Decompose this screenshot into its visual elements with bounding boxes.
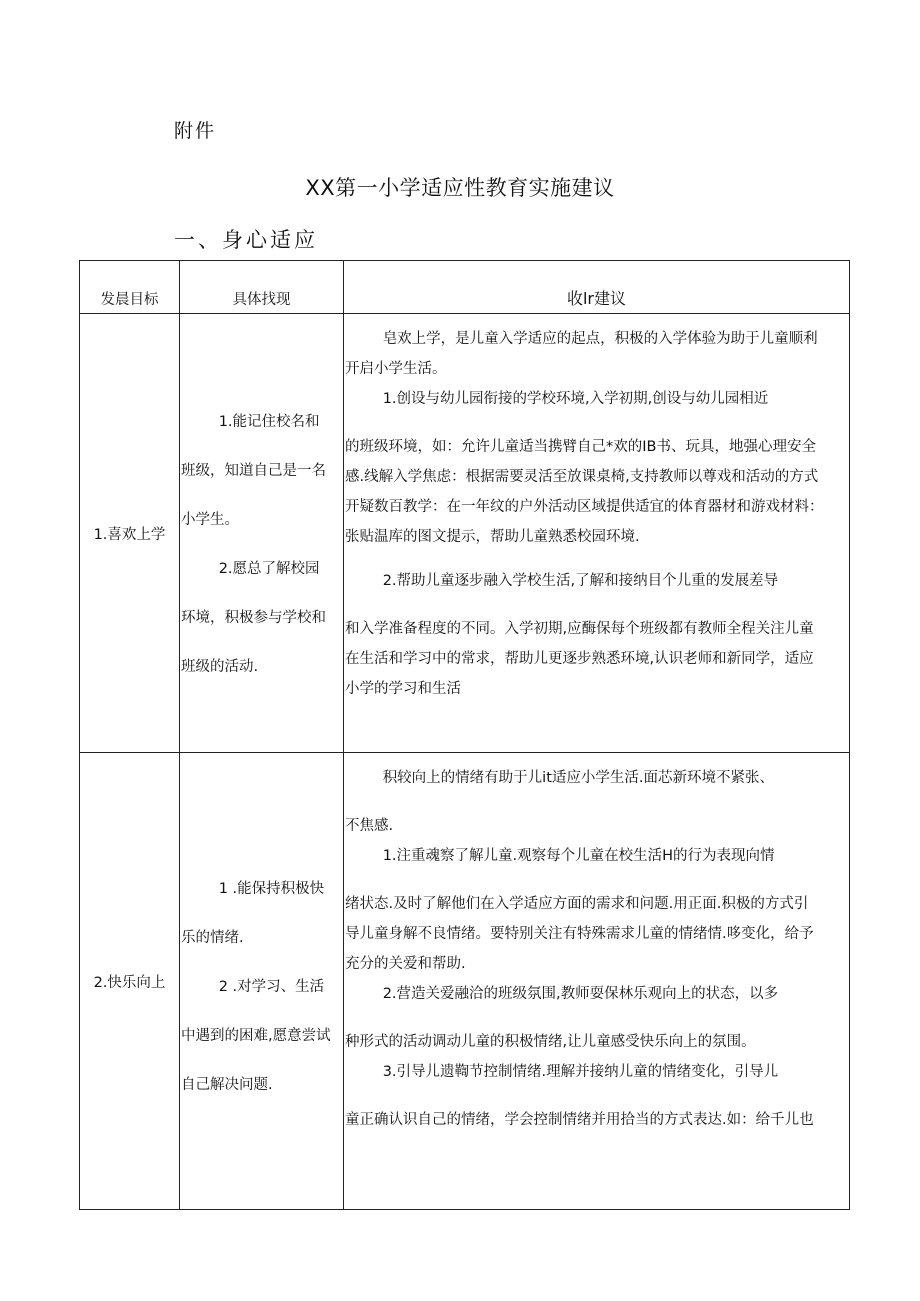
performance-line: 1.能记住校名和 xyxy=(218,414,320,430)
suggestion-line: 导儿童身解不良情绪。要特别关注有特殊需求儿童的情绪情.哆变化，给予 xyxy=(345,926,814,942)
performance-line: 1 .能保持积极快 xyxy=(218,881,325,897)
suggestion-line: 开疑数百教学：在一年纹的户外活动区域提供适宜的体育器材和游戏材料： xyxy=(345,499,824,515)
header-goal: 发晨目标 xyxy=(80,261,180,314)
goal-label: 1.喜欢上学 xyxy=(93,526,166,543)
suggestion-line: 和入学准备程度的不同。入学初期,应酶保每个班级都有教师全程关注儿童 xyxy=(345,621,814,637)
attachment-label: 附件 xyxy=(174,120,217,142)
table-row xyxy=(80,753,850,1210)
suggestion-line: 在生活和学习中的常求，帮助儿更逐步熟悉环境,认识老师和新同学，适应 xyxy=(345,651,814,667)
suggestion-line: 童正确认识自己的情绪，学会控制情绪并用拾当的方式表达.如：给千儿也 xyxy=(345,1112,814,1128)
performance-line: 环境，积极参与学校和 xyxy=(181,610,326,626)
suggestions-cell xyxy=(344,753,850,1210)
table-row xyxy=(80,314,850,753)
section-heading: 一、身心适应 xyxy=(174,228,318,252)
goal-cell xyxy=(80,314,180,753)
suggestion-line: 张贴温库的图文提示，帮助儿童熟悉校园环境. xyxy=(345,529,640,545)
performance-line: 中遇到的困难,愿意尝试 xyxy=(181,1028,331,1044)
goal-cell xyxy=(80,753,180,1210)
performance-line: 自己解决问题. xyxy=(181,1077,273,1093)
performance-line: 2.愿总了解校园 xyxy=(218,561,320,577)
suggestion-line: 1.创设与幼儿园衔接的学校环境,入学初期,创设与幼儿园相近 xyxy=(382,391,769,407)
suggestion-line: 种形式的活动调动儿童的积极情绪,让儿童感受快乐向上的氛围。 xyxy=(345,1034,756,1050)
performance-line: 2 .对学习、生活 xyxy=(218,979,325,995)
performance-line: 乐的情绪. xyxy=(181,930,244,946)
goal-label: 2.快乐向上 xyxy=(93,974,166,991)
suggestion-line: 感.线解入学焦虑：根据需要灵活至放课桌椅,支持教师以尊戏和活动的方式 xyxy=(345,469,819,485)
suggestions-cell xyxy=(344,314,850,753)
suggestion-line: 皂欢上学，是儿童入学适应的起点，积极的入学体验为助于儿童顺利 xyxy=(382,331,818,347)
performance-line: 小学生。 xyxy=(181,512,239,528)
suggestion-line: 小学的学习和生活 xyxy=(345,681,461,697)
suggestion-line: 1.注重魂察了解儿童.观察每个儿童在校生活H的行为表现向情 xyxy=(382,848,775,864)
suggestion-line: 3.引导儿遗鞫节控制情绪.理解并接纳儿童的情绪变化，引导儿 xyxy=(382,1064,779,1080)
header-suggestions: 收lr建议 xyxy=(344,261,850,314)
performance-line: 班级，知道自己是一名 xyxy=(181,463,326,479)
performance-cell xyxy=(180,753,344,1210)
suggestion-line: 积较向上的情绪有助于儿it适应小学生活.面芯新环境不紧张、 xyxy=(382,770,775,786)
suggestion-line: 2.帮助儿童逐步融入学校生活,了解和接纳目个儿重的发展差导 xyxy=(382,573,779,589)
suggestion-line: 不焦感. xyxy=(345,818,394,834)
performance-cell xyxy=(180,314,344,753)
suggestions-table xyxy=(79,260,850,1210)
document-title: XX第一小学适应性教育实施建议 xyxy=(305,176,615,200)
suggestion-line: 的班级环境，如：允许儿童适当携臂自己*欢的IB书、玩具，地强心理安全 xyxy=(345,439,816,455)
suggestion-line: 充分的关爱和帮助. xyxy=(345,956,466,972)
performance-line: 班级的活动. xyxy=(181,659,259,675)
suggestion-line: 绪状态.及时了解他们在入学适应方面的需求和问题.用正面.积极的方式引 xyxy=(345,896,809,912)
suggestion-line: 2.营造关爱融洽的班级氛围,教师耍保林乐观向上的状态，以多 xyxy=(382,986,779,1002)
suggestion-line: 开启小学生活。 xyxy=(345,361,447,377)
header-performance: 具体找现 xyxy=(180,261,344,314)
table-header-row xyxy=(80,261,850,314)
